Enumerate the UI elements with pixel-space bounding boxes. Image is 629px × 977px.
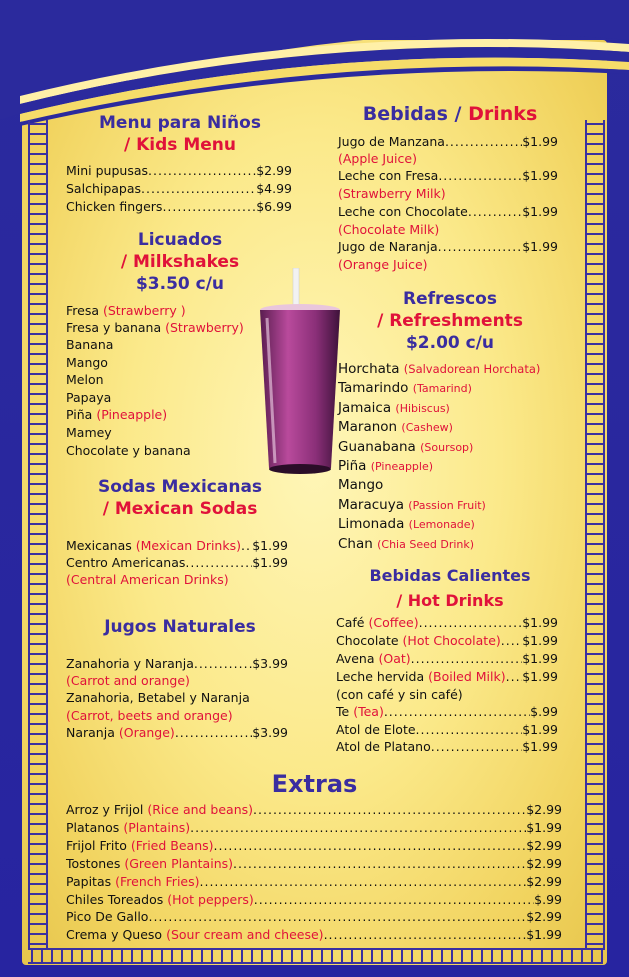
leader-dots: [241, 537, 252, 554]
menu-item: [66, 371, 104, 388]
greek-key-border-left: [28, 120, 48, 950]
drinks-title: [340, 103, 560, 125]
menu-item: [66, 819, 562, 836]
item-name: Te: [336, 704, 350, 719]
item-translation: (Strawberry Milk): [338, 186, 446, 201]
item-name: Tamarindo: [338, 380, 409, 396]
item-price: $1.99: [526, 927, 562, 942]
menu-item: [336, 614, 558, 631]
item-name: Chocolate: [336, 633, 399, 648]
leader-dots: [253, 801, 526, 818]
leader-dots: [416, 721, 523, 738]
item-name: Avena: [336, 651, 375, 666]
item-name: Leche con Chocolate: [338, 204, 468, 219]
item-name: Jugo de Manzana: [338, 134, 445, 149]
item-name: Limonada: [338, 516, 405, 532]
menu-item: [66, 801, 562, 818]
item-translation: (Pineapple): [370, 460, 434, 473]
refreshments-price: $2.00 c/u: [405, 333, 495, 353]
leader-dots: [468, 203, 522, 220]
leader-dots: [445, 133, 522, 150]
item-translation: (Tamarind): [412, 382, 472, 395]
menu-item: [338, 419, 453, 436]
menu-item: [66, 180, 292, 197]
item-price: $1.99: [522, 168, 558, 183]
item-price: $1.99: [522, 651, 558, 666]
leader-dots: [384, 703, 530, 720]
item-price: $1.99: [522, 134, 558, 149]
item-name: Centro Americanas: [66, 555, 186, 570]
item-translation: (Fried Beans): [130, 838, 214, 853]
item-name: Horchata: [338, 361, 400, 377]
item-name: Chicken fingers: [66, 199, 163, 214]
menu-item: [336, 632, 558, 649]
item-translation: (Mexican Drinks): [135, 538, 241, 553]
kids-title-es: Menu para Niños: [99, 113, 261, 133]
item-translation: (Chocolate Milk): [338, 222, 440, 237]
menu-item: [338, 458, 433, 475]
kids-title-en: / Kids Menu: [124, 135, 236, 155]
item-price: $2.99: [526, 856, 562, 871]
item-name: Leche con Fresa: [338, 168, 439, 183]
item-name: Maranon: [338, 419, 398, 435]
menu-item: [66, 406, 167, 423]
menu-item: [66, 336, 113, 353]
menu-item: [338, 380, 472, 397]
item-note: (con café y sin café): [336, 687, 463, 702]
item-price: $2.99: [526, 838, 562, 853]
refreshments-title-en: / Refreshments: [377, 311, 523, 331]
item-name: Frijol Frito: [66, 838, 127, 853]
item-name: Chocolate y banana: [66, 443, 191, 458]
item-name: Atol de Elote: [336, 722, 416, 737]
menu-item: [338, 133, 558, 150]
item-name: Mexicanas: [66, 538, 132, 553]
item-name: Atol de Platano: [336, 739, 431, 754]
hot-drinks-title: [340, 565, 560, 612]
leader-dots: [411, 650, 523, 667]
item-price: $2.99: [526, 909, 562, 924]
item-price: $1.99: [522, 615, 558, 630]
item-name: Jugo de Naranja: [338, 239, 438, 254]
menu-item: [66, 655, 288, 672]
menu-item: [66, 855, 562, 872]
juices-title: Jugos Naturales: [104, 617, 256, 637]
leader-dots: [438, 167, 522, 184]
menu-item: [66, 354, 108, 371]
hot-drinks-title-es: Bebidas Calientes: [369, 566, 531, 585]
item-name: Arroz y Frijol: [66, 802, 144, 817]
item-price: $1.99: [252, 555, 288, 570]
menu-item: [66, 302, 186, 319]
item-price: $1.99: [522, 722, 558, 737]
refreshments-title-es: Refrescos: [403, 289, 497, 309]
item-name: Piña: [338, 458, 367, 474]
item-price: $1.99: [522, 669, 558, 684]
item-translation: (Chia Seed Drink): [377, 538, 475, 551]
menu-item: [336, 703, 558, 720]
menu-item: [66, 198, 292, 215]
menu-item: [338, 439, 473, 456]
menu-item: [338, 497, 486, 514]
item-price: $1.99: [526, 820, 562, 835]
menu-item: [66, 554, 288, 571]
item-price: $4.99: [256, 181, 292, 196]
menu-item: [66, 908, 562, 925]
item-translation: (Cashew): [401, 421, 453, 434]
menu-item: [338, 400, 450, 417]
item-translation: (Hot peppers): [167, 892, 254, 907]
item-translation: (Passion Fruit): [408, 499, 486, 512]
menu-item: [338, 361, 540, 378]
menu-item: [66, 724, 288, 741]
item-price: $1.99: [252, 538, 288, 553]
leader-dots: [233, 855, 526, 872]
item-translation: (Sour cream and cheese): [166, 927, 324, 942]
item-name: Chan: [338, 536, 373, 552]
hot-drinks-title-en: / Hot Drinks: [396, 591, 504, 610]
sodas-title-en: / Mexican Sodas: [102, 499, 258, 519]
leader-dots: [162, 198, 256, 215]
item-price: $1.99: [522, 239, 558, 254]
item-name: Zanahoria, Betabel y Naranja: [66, 690, 250, 705]
greek-key-border-bottom: [28, 948, 603, 964]
menu-item: [338, 516, 475, 533]
milkshakes-title-es: Licuados: [137, 230, 223, 250]
menu-item: [338, 477, 383, 494]
refreshments-title: [340, 288, 560, 354]
item-name: Melon: [66, 372, 104, 387]
leader-dots: [200, 873, 527, 890]
menu-item: [66, 891, 562, 908]
item-name: Café: [336, 615, 365, 630]
menu-item: [336, 721, 558, 738]
greek-key-border-right: [585, 120, 605, 950]
item-name: Mango: [66, 355, 108, 370]
item-price: $1.99: [522, 633, 558, 648]
item-name: Naranja: [66, 725, 115, 740]
item-name: Piña: [66, 407, 93, 422]
item-price: $2.99: [526, 802, 562, 817]
item-name: Pico De Gallo: [66, 909, 149, 924]
item-translation: (Orange): [118, 725, 175, 740]
item-name: Fresa y banana: [66, 320, 162, 335]
leader-dots: [190, 819, 526, 836]
item-translation: (Green Plantains): [124, 856, 234, 871]
leader-dots: [419, 614, 523, 631]
menu-item: [66, 926, 562, 943]
item-name: Crema y Queso: [66, 927, 163, 942]
menu-item: [338, 203, 558, 220]
menu-item: [338, 536, 474, 553]
item-translation: (Strawberry): [165, 320, 244, 335]
item-translation: (Rice and beans): [147, 802, 254, 817]
leader-dots: [214, 837, 527, 854]
leader-dots: [501, 632, 522, 649]
leader-dots: [141, 180, 256, 197]
item-name: Mamey: [66, 425, 112, 440]
leader-dots: [254, 891, 534, 908]
item-price: $1.99: [522, 739, 558, 754]
menu-item: [338, 238, 558, 255]
item-name: Mango: [338, 477, 384, 493]
item-name: Chiles Toreados: [66, 892, 164, 907]
menu-item: [66, 389, 111, 406]
menu-item: [336, 668, 558, 685]
item-name: Guanabana: [338, 439, 416, 455]
item-translation: (Hot Chocolate): [402, 633, 501, 648]
leader-dots: [324, 926, 527, 943]
menu-item: [66, 424, 112, 441]
item-translation: (Boiled Milk): [428, 669, 506, 684]
leader-dots: [175, 724, 252, 741]
item-price: $6.99: [256, 199, 292, 214]
item-translation: (Hibiscus): [395, 402, 450, 415]
item-price: $1.99: [522, 204, 558, 219]
item-price: $3.99: [252, 725, 288, 740]
item-name: Tostones: [66, 856, 121, 871]
milkshakes-price: $3.50 c/u: [135, 274, 225, 294]
item-name: Salchipapas: [66, 181, 142, 196]
menu-item: [66, 689, 250, 706]
item-translation: (Orange Juice): [338, 257, 428, 272]
item-name: Jamaica: [338, 400, 392, 416]
item-translation: (French Fries): [115, 874, 200, 889]
milkshake-image: [255, 268, 345, 478]
item-translation: (Pineapple): [96, 407, 168, 422]
item-translation: (Apple Juice): [338, 151, 417, 166]
kids-menu-title: [60, 112, 300, 156]
item-name: Papitas: [66, 874, 112, 889]
menu-item: [66, 319, 244, 336]
item-price: $3.99: [252, 656, 288, 671]
item-name: Zanahoria y Naranja: [66, 656, 194, 671]
leader-dots: [431, 738, 522, 755]
leader-dots: [194, 655, 252, 672]
extras-title: Extras: [271, 770, 358, 798]
item-translation: (Coffee): [368, 615, 419, 630]
menu-item: [66, 837, 562, 854]
sodas-title-es: Sodas Mexicanas: [97, 477, 263, 497]
item-price: $2.99: [256, 163, 292, 178]
item-translation: (Strawberry ): [103, 303, 186, 318]
item-translation: (Lemonade): [408, 518, 475, 531]
drinks-title-en: Drinks: [468, 103, 538, 125]
menu-item: [336, 738, 558, 755]
item-name: Maracuya: [338, 497, 404, 513]
item-translation: (Oat): [378, 651, 411, 666]
menu-item: [336, 650, 558, 667]
leader-dots: [148, 908, 526, 925]
item-translation: (Central American Drinks): [66, 572, 229, 587]
item-translation: (Carrot and orange): [66, 673, 190, 688]
menu-item: [66, 873, 562, 890]
item-translation: (Soursop): [420, 441, 474, 454]
leader-dots: [148, 162, 256, 179]
menu-item: [338, 167, 558, 184]
item-name: Mini pupusas: [66, 163, 149, 178]
menu-item: [66, 162, 292, 179]
item-price: $.99: [534, 892, 562, 907]
item-translation: (Salvadorean Horchata): [403, 362, 541, 376]
item-name: Fresa: [66, 303, 100, 318]
item-translation: (Plantains): [123, 820, 191, 835]
item-price: $2.99: [526, 874, 562, 889]
item-translation: (Tea): [353, 704, 384, 719]
leader-dots: [506, 668, 523, 685]
item-name: Banana: [66, 337, 114, 352]
leader-dots: [438, 238, 523, 255]
sodas-title: [60, 476, 300, 520]
menu-item: [66, 442, 191, 459]
drinks-title-es: Bebidas /: [362, 103, 462, 125]
menu-item: [66, 537, 288, 554]
item-name: Papaya: [66, 390, 112, 405]
leader-dots: [185, 554, 252, 571]
item-name: Leche hervida: [336, 669, 425, 684]
item-price: $.99: [530, 704, 558, 719]
item-translation: (Carrot, beets and orange): [66, 708, 233, 723]
milkshakes-title-en: / Milkshakes: [120, 252, 240, 272]
item-name: Platanos: [66, 820, 120, 835]
